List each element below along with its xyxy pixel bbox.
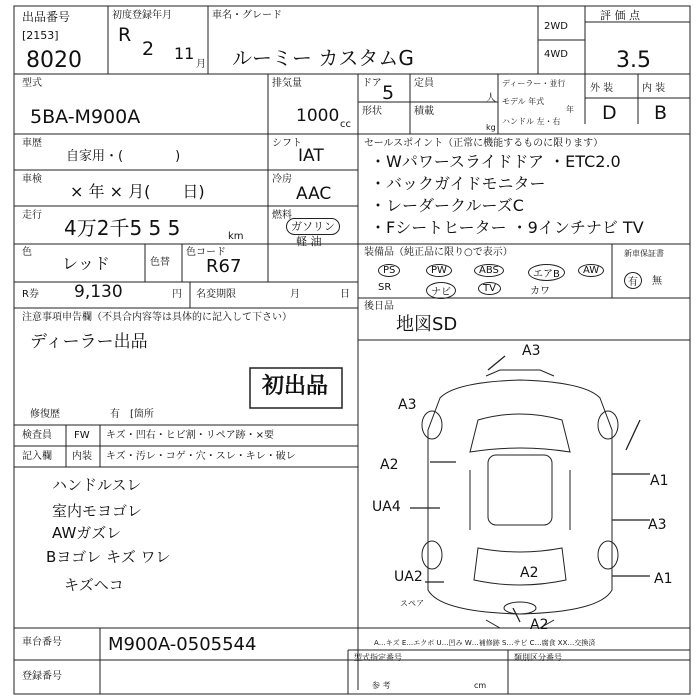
mark-right-a1-b: A1 <box>654 571 673 587</box>
capacity-label: 定員 <box>414 78 434 89</box>
equip-navi: ナビ <box>426 282 456 299</box>
mark-left-a3: A3 <box>398 397 417 413</box>
drive-2wd: 2WD <box>544 21 568 32</box>
lot-code: [2153] <box>22 29 59 42</box>
drive-4wd: 4WD <box>544 49 568 60</box>
notes-label: 注意事項申告欄（不具合内容等は具体的に記入して下さい） <box>22 312 292 323</box>
meigi-month: 月 <box>290 289 300 300</box>
kg-unit: kg <box>486 123 496 132</box>
comment-1: ハンドルスレ <box>52 476 142 494</box>
car-diagram <box>422 370 618 628</box>
meigi-label: 名変期限 <box>196 289 236 300</box>
attachments-value: 地図SD <box>396 314 458 335</box>
doors-label: ドア <box>362 78 382 89</box>
color-label: 色 <box>22 247 32 258</box>
recycle-amount: 9,130 <box>74 282 123 302</box>
equip-leather: カワ <box>530 286 550 297</box>
score: 3.5 <box>616 48 651 73</box>
damage-legend: A…キズ E…エクボ U…凹み W…補修跡 S…サビ C…腐食 XX…交換済 <box>374 639 596 647</box>
lot-number: 8020 <box>26 48 82 73</box>
handle-label: ハンドル 左・右 <box>502 117 561 126</box>
meigi-day: 日 <box>340 289 350 300</box>
shift: IAT <box>298 146 324 166</box>
notes-value: ディーラー出品 <box>30 332 148 352</box>
interior-label: 内 装 <box>642 83 666 94</box>
comment-2: 室内モヨゴレ <box>52 502 143 520</box>
dealer-label: ディーラー・並行 <box>502 79 566 88</box>
cc-unit: cc <box>340 119 351 130</box>
category-label: 類別区分番号 <box>514 653 562 662</box>
fw-label: FW <box>74 430 90 441</box>
sales-line-3: ・レーダークルーズC <box>370 196 524 215</box>
mark-top-a3: A3 <box>522 343 541 359</box>
lot-label: 出品番号 <box>22 10 71 24</box>
mileage-label: 走行 <box>22 210 42 221</box>
model-label: 型式 <box>22 78 42 89</box>
era: R <box>118 24 132 46</box>
warranty-no: 無 <box>652 276 662 287</box>
usage-value: 自家用・( ) <box>66 149 181 164</box>
equip-tv: TV <box>478 282 501 295</box>
shape-label: 形状 <box>362 106 382 117</box>
warranty-yes: 有 <box>624 272 642 289</box>
equip-abs: ABS <box>474 264 504 277</box>
model: 5BA-M900A <box>30 106 141 128</box>
reg-year: 2 <box>142 38 155 60</box>
mark-bottom-a2: A2 <box>530 617 549 633</box>
fw-items: キズ・凹右・ヒビ割・リペア跡・×要 <box>106 430 274 441</box>
inspection: × 年 × 月( 日) <box>70 182 205 201</box>
fuel-alt: 軽 油 <box>296 235 322 248</box>
sales-label: セールスポイント（正常に機能するものに限ります） <box>364 138 604 149</box>
equip-airbag: エアB <box>528 264 565 281</box>
spare-label: スペア <box>400 599 424 608</box>
attachments-label: 後日品 <box>364 301 394 312</box>
cm-unit: cm <box>474 681 487 690</box>
equip-sr: SR <box>378 282 392 293</box>
comment-5: キズヘコ <box>64 576 124 594</box>
color-code-label: 色コード <box>186 247 226 258</box>
km-unit: km <box>228 231 244 242</box>
chassis-label: 車台番号 <box>22 637 62 648</box>
type-label: 型式指定番号 <box>354 653 402 662</box>
repair-value: 有 [箇所 <box>110 409 154 420</box>
sales-line-2: ・バックガイドモニター <box>370 174 546 193</box>
mark-left-a2: A2 <box>380 457 399 473</box>
yen-unit: 円 <box>172 289 182 300</box>
mark-left-ua4: UA4 <box>372 499 401 515</box>
fuel-circled: ガソリン <box>286 218 340 235</box>
score-label: 評 価 点 <box>600 9 640 22</box>
mileage: 4万2千5 5 5 <box>64 216 181 240</box>
repair-label: 修復歴 <box>30 409 60 420</box>
inspector-label-1: 検査員 <box>22 430 52 441</box>
exterior-label: 外 装 <box>590 83 614 94</box>
shift-label: シフト <box>272 138 302 149</box>
sales-line-1: ・Wパワースライドドア ・ETC2.0 <box>370 152 621 171</box>
mark-rear-a2: A2 <box>520 565 539 581</box>
interior-items: キズ・汚レ・コゲ・穴・スレ・キレ・破レ <box>106 451 296 462</box>
warranty-label: 新車保証書 <box>624 249 664 258</box>
month-unit: 月 <box>196 59 206 70</box>
first-reg-label: 初度登録年月 <box>112 10 172 21</box>
comment-4: Bヨゴレ キズ ワレ <box>46 548 171 566</box>
ac: AAC <box>296 184 332 204</box>
load-label: 積載 <box>414 106 434 117</box>
mark-left-ua2: UA2 <box>394 569 423 585</box>
mark-right-a3: A3 <box>648 517 667 533</box>
equip-ps: PS <box>378 264 400 277</box>
first-listing-stamp: 初出品 <box>262 374 329 399</box>
interior-grade: B <box>654 102 668 124</box>
interior-insp-label: 内装 <box>72 451 92 462</box>
reg-month: 11 <box>174 44 195 63</box>
equipment-label: 装備品（純正品に限り○で表示） <box>364 247 513 258</box>
inspection-label: 車検 <box>22 174 42 185</box>
fuel-label: 燃料 <box>272 210 292 221</box>
ac-label: 冷房 <box>272 174 292 185</box>
color-code: R67 <box>206 256 242 277</box>
color: レッド <box>62 254 110 273</box>
displacement: 1000 <box>296 106 340 126</box>
ref-label: 参 考 <box>372 681 391 690</box>
usage-label: 車歴 <box>22 138 42 149</box>
reg-label: 登録番号 <box>22 671 62 682</box>
car-name-label: 車名・グレード <box>212 10 282 21</box>
displacement-label: 排気量 <box>272 78 302 89</box>
color-change-label: 色替 <box>150 257 170 268</box>
car-name: ルーミー カスタムG <box>232 46 414 70</box>
persons-unit: 人 <box>486 93 496 104</box>
doors: 5 <box>382 82 395 104</box>
equip-pw: PW <box>426 264 452 277</box>
recycle-label: R券 <box>22 289 39 300</box>
model-year-label: モデル 年式 <box>502 97 545 106</box>
year-suffix: 年 <box>566 105 574 114</box>
comment-3: AWガズレ <box>52 524 122 542</box>
equip-aw: AW <box>578 264 604 277</box>
exterior-grade: D <box>602 102 617 124</box>
inspector-label-2: 記入欄 <box>22 451 52 462</box>
chassis-number: M900A-0505544 <box>108 634 257 655</box>
sales-line-4: ・Fシートヒーター ・9インチナビ TV <box>370 218 644 237</box>
mark-right-a1: A1 <box>650 473 669 489</box>
